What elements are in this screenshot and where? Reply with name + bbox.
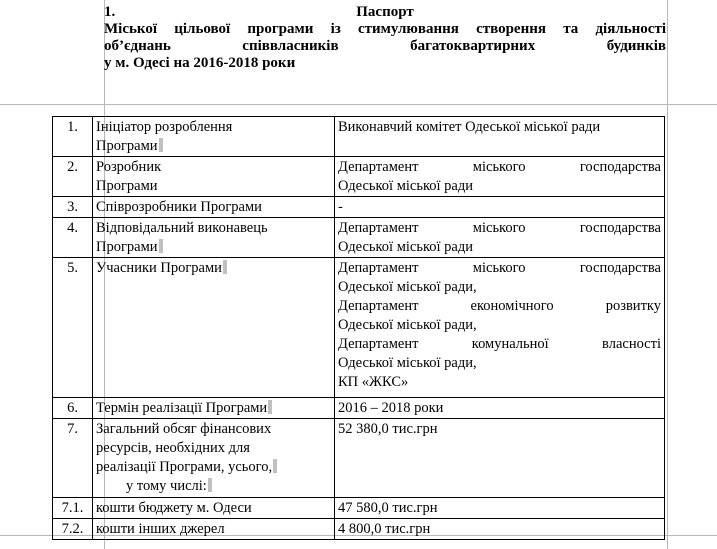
label-line: Програми xyxy=(96,239,158,255)
text-marker xyxy=(268,400,272,414)
margin-guide-top xyxy=(0,104,717,105)
text-marker xyxy=(159,239,163,253)
value-line: Виконавчий комітет Одеської міської ради xyxy=(338,119,601,135)
row-value xyxy=(335,258,665,398)
row-number: 5. xyxy=(53,258,93,398)
text-marker xyxy=(273,459,277,473)
row-value xyxy=(335,498,665,519)
value-line: 4 800,0 тис.грн xyxy=(338,521,431,537)
value-line: Одеської міської ради, xyxy=(338,279,477,295)
value-line: КП «ЖКС» xyxy=(338,374,409,390)
header-number: 1. xyxy=(104,4,116,20)
row-value xyxy=(335,519,665,540)
value-line: Одеської міської ради, xyxy=(338,355,477,371)
table-row xyxy=(53,419,665,498)
value-line: 2016 – 2018 роки xyxy=(338,400,444,416)
value-line: Одеської міської ради, xyxy=(338,317,477,333)
row-number: 7.1. xyxy=(53,498,93,519)
value-line: 47 580,0 тис.грн xyxy=(338,500,438,516)
label-line: Розробник xyxy=(96,159,162,175)
label-line: у тому числі: xyxy=(126,478,207,494)
table-row xyxy=(53,117,665,157)
row-number: 1. xyxy=(53,117,93,157)
label-line: Програми xyxy=(96,178,158,194)
row-value xyxy=(335,197,665,218)
table-row xyxy=(53,258,665,398)
row-number: 3. xyxy=(53,197,93,218)
row-label xyxy=(93,197,335,218)
header-title: Паспорт xyxy=(356,4,414,20)
document-header xyxy=(104,4,666,72)
row-label xyxy=(93,398,335,419)
value-line: Департамент міського господарства xyxy=(338,260,661,276)
row-label xyxy=(93,519,335,540)
value-line: Одеської міської ради xyxy=(338,239,474,255)
value-line: Департамент комунальної власності xyxy=(338,336,661,352)
row-value xyxy=(335,419,665,498)
label-line: Відповідальний виконавець xyxy=(96,220,268,236)
value-line: 52 380,0 тис.грн xyxy=(338,421,438,437)
header-line-1: Міської цільової програми із стимулювання створення та діяльності xyxy=(104,21,666,37)
margin-guide-right xyxy=(667,0,668,549)
table-row xyxy=(53,398,665,419)
table-row xyxy=(53,197,665,218)
row-number: 7.2. xyxy=(53,519,93,540)
row-label xyxy=(93,258,335,398)
header-line-3-text: у м. Одесі на 2016-2018 роки xyxy=(104,55,296,71)
row-number: 2. xyxy=(53,157,93,197)
label-line: кошти інших джерел xyxy=(96,521,225,537)
row-label xyxy=(93,157,335,197)
row-number: 6. xyxy=(53,398,93,419)
label-line: ресурсів, необхідних для xyxy=(96,440,250,456)
row-label xyxy=(93,117,335,157)
label-line: Програми xyxy=(96,138,158,154)
label-line: Співрозробники Програми xyxy=(96,199,262,215)
label-line: реалізації Програми, усього, xyxy=(96,459,273,475)
table-row xyxy=(53,218,665,258)
table-row xyxy=(53,498,665,519)
text-marker xyxy=(223,260,227,274)
row-value xyxy=(335,398,665,419)
row-label xyxy=(93,419,335,498)
passport-table xyxy=(52,116,665,540)
row-label xyxy=(93,498,335,519)
table-row xyxy=(53,157,665,197)
value-line: Департамент міського господарства xyxy=(338,220,661,236)
label-line: Загальний обсяг фінансових xyxy=(96,421,272,437)
header-line-2: об’єднань співвласників багатоквартирних будинків xyxy=(104,38,666,54)
value-line: - xyxy=(338,199,343,215)
row-label xyxy=(93,218,335,258)
row-value xyxy=(335,157,665,197)
value-line: Одеської міської ради xyxy=(338,178,474,194)
label-line: кошти бюджету м. Одеси xyxy=(96,500,252,516)
text-marker xyxy=(208,478,212,492)
value-line: Департамент економічного розвитку xyxy=(338,298,661,314)
label-line: Ініціатор розроблення xyxy=(96,119,233,135)
header-line-3[interactable] xyxy=(104,55,666,72)
table-row xyxy=(53,519,665,540)
label-line: Термін реалізації Програми xyxy=(96,400,268,416)
text-marker xyxy=(159,138,163,152)
row-value xyxy=(335,117,665,157)
row-number: 7. xyxy=(53,419,93,498)
label-line: Учасники Програми xyxy=(96,260,222,276)
row-value xyxy=(335,218,665,258)
row-number: 4. xyxy=(53,218,93,258)
value-line: Департамент міського господарства xyxy=(338,159,661,175)
